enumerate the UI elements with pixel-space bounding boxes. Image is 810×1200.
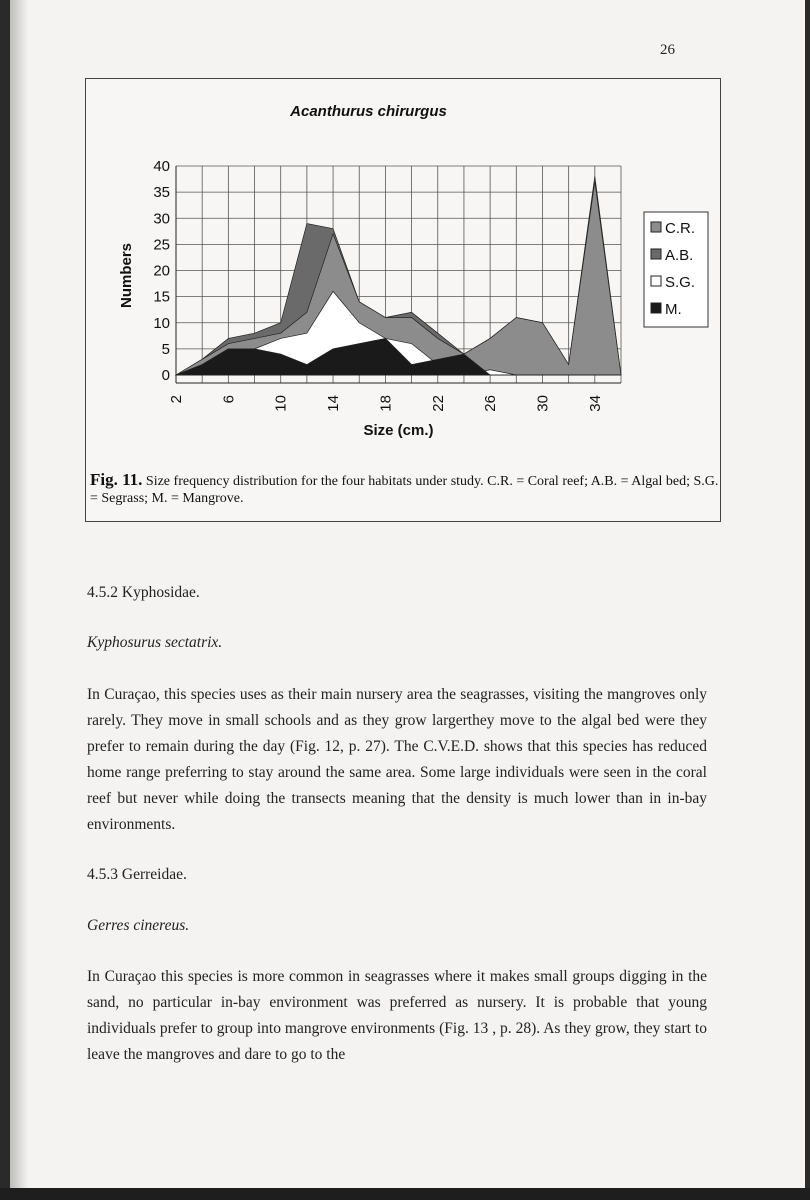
y-tick-label: 0 — [161, 367, 170, 384]
legend-label: M. — [665, 301, 682, 318]
y-axis-label: Numbers — [118, 242, 135, 309]
x-tick-label: 26 — [482, 395, 500, 412]
y-tick-label: 20 — [153, 262, 170, 280]
legend-swatch — [651, 303, 661, 313]
species-name-gerres: Gerres cinereus. — [87, 917, 190, 934]
y-tick-label: 30 — [153, 210, 170, 228]
legend-swatch — [651, 222, 661, 232]
page-gutter-shadow — [10, 0, 28, 1200]
paragraph-kyphosurus: In Curaçao, this species uses as their main nursery area the seagrasses, visiting the mangroves only rarely. They move in small schools and as they grow largerthey move to the algal bed were they prefer to remain during the day (Fig. 12, p. 27). The C.V.E.D. shows that this species has reduced home range preferring to stay around the same area. Some large individuals were seen in the coral reef but never while doing the transects meaning that the density is much lower than in in-bay environments. — [87, 686, 707, 833]
y-tick-label: 25 — [153, 236, 170, 254]
section-heading-kyphosidae: 4.5.2 Kyphosidae. — [87, 584, 200, 601]
page-number: 26 — [660, 42, 675, 58]
figure-caption-text: Size frequency distribution for the four habitats under study. C.R. = Coral reef; A.B. = Algal bed; S.G. = Segrass; M. = Mangrove. — [90, 474, 719, 506]
legend-label: S.G. — [665, 274, 696, 291]
chart-title: Acanthurus chirurgus — [290, 103, 447, 120]
size-frequency-chart — [86, 79, 720, 471]
figure-label: Fig. 11. — [90, 470, 143, 489]
x-tick-label: 34 — [586, 395, 604, 412]
legend-label: C.R. — [665, 220, 695, 237]
y-tick-label: 35 — [153, 184, 170, 202]
x-tick-label: 30 — [534, 395, 552, 412]
legend-label: A.B. — [665, 247, 694, 264]
x-tick-label: 14 — [325, 395, 343, 412]
x-tick-label: 10 — [272, 395, 290, 412]
figure-box — [85, 78, 721, 522]
x-axis-label: Size (cm.) — [363, 422, 434, 439]
y-tick-label: 40 — [153, 158, 170, 175]
scan-edge — [0, 1188, 810, 1200]
y-tick-label: 10 — [153, 314, 170, 332]
legend-swatch — [651, 276, 661, 286]
figure-caption — [90, 471, 720, 507]
x-tick-label: 2 — [168, 395, 185, 404]
legend-swatch — [651, 249, 661, 259]
y-tick-label: 5 — [161, 340, 170, 358]
paragraph-gerres: In Curaçao this species is more common in seagrasses where it makes small groups digging in the sand, no particular in-bay environment was preferred as nursery. It is probable that young individuals prefer to group into mangrove environments (Fig. 13 , p. 28). As they grow, they start to leave the mangroves and dare to go to the — [87, 968, 707, 1063]
x-tick-label: 22 — [429, 395, 447, 412]
section-heading-gerreidae: 4.5.3 Gerreidae. — [87, 866, 187, 883]
x-tick-label: 18 — [377, 395, 395, 412]
species-name-kyphosurus: Kyphosurus sectatrix. — [87, 634, 223, 651]
x-tick-label: 6 — [220, 395, 238, 404]
y-tick-label: 15 — [153, 288, 170, 306]
